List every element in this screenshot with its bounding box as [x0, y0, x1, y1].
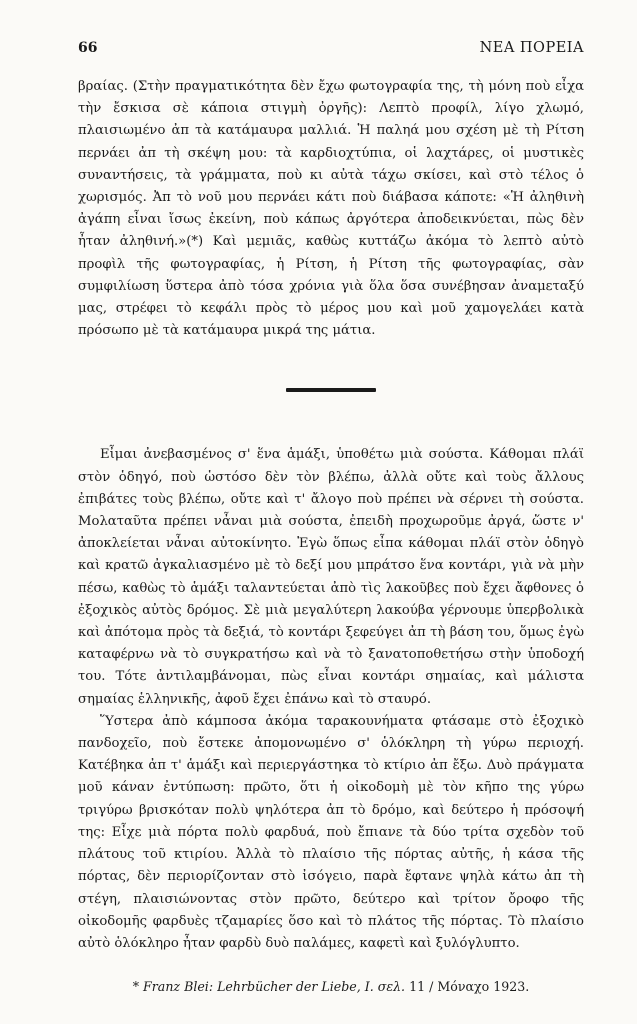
footnote-reference: 11 / Μόναχο 1923. — [409, 979, 530, 995]
paragraph-3: Ὕστερα ἀπὸ κάμποσα ἀκόμα ταρακουνήματα φτάσαμε στὸ ἐξοχικὸ πανδοχεῖο, ποὺ ἔστεκε ἀπομονωμένο σ' ὁλόκληρη τὴ γύρω περιοχή. Κατέβηκα ἀπ τ' ἁμάξι καὶ περιεργάστηκα τὸ κτίριο ἀπ ἔξω. Δυὸ πράγματα μοῦ κάναν ἐντύπωση: πρῶτο, ὅτι ἡ οἰκοδομὴ μὲ τὸν κῆπο της γύρω τριγύρω βρισκόταν πολὺ ψηλότερα ἀπ τὸ δρόμο, καὶ δεύτερο ἡ πρόσοψή της: Εἶχε μιὰ πόρτα πολὺ φαρδυά, ποὺ ἔπιανε τὰ δύο τρίτα σχεδὸν τοῦ πλάτους τοῦ κτιρίου. Ἀλλὰ τὸ πλαίσιο τῆς πόρτας αὐτῆς, ἡ κάσα τῆς πόρτας, δὲν περιορίζονταν στὸ ἰσόγειο, παρὰ ἔφτανε ψηλὰ κάτω ἀπ τὴ στέγη, πλαισιώνοντας στὸν πρῶτο, δεύτερο καὶ τρίτον ὄροφο τῆς οἰκοδομῆς φαρδυὲς τζαμαρίες ὅσο καὶ τὸ πλάτος τῆς πόρτας. Τὸ πλαίσιο αὐτὸ ὁλόκληρο ἦταν φαρδὺ δυὸ παλάμες, καφετὶ καὶ ξυλόγλυπτο. — [78, 713, 584, 951]
footnote-citation: Franz Blei: Lehrbücher der Liebe, I. σελ. — [143, 979, 406, 995]
running-title: ΝΕΑ ΠΟΡΕΙΑ — [479, 40, 584, 56]
page — [78, 40, 584, 994]
footnote-marker: * — [132, 979, 140, 995]
paragraph-1: βραίας. (Στὴν πραγματικότητα δὲν ἔχω φωτογραφία της, τὴ μόνη ποὺ εἶχα τὴν ἔσκισα σὲ κάποια στιγμὴ ὀργῆς): Λεπτὸ προφίλ, λίγο χλωμό, πλαισιωμένο ἀπ τὰ κατάμαυρα μαλλιά. Ἡ παληά μου σχέση μὲ τὴ Ρίτση περνάει ἀπ τὴ σκέψη μου: τὰ καρδιοχτύπια, οἱ λαχτάρες, οἱ μυστικὲς συναντήσεις, τὰ γράμματα, ποὺ κι αὐτὰ τάχω σκίσει, καὶ στὸ τέλος ὁ χωρισμός. Ἀπ τὸ νοῦ μου περνάει κάτι ποὺ διάβασα κάποτε: «Ἡ ἀληθινὴ ἀγάπη εἶναι ἴσως ἐκείνη, ποὺ κάπως ἀργότερα ἀποδεικνύεται, πὼς δὲν ἦταν ἀληθινή.»(*) Καὶ μεμιᾶς, καθὼς κυττάζω ἀκόμα τὸ λεπτὸ αὐτὸ προφὶλ τῆς φωτογραφίας, ἡ Ρίτση, ἡ Ρίτση τῆς φωτογραφίας, σὰν συμφιλίωση ὕστερα ἀπὸ τόσα χρόνια γιὰ ὅλα ὅσα συνέβησαν ἀναμεταξύ μας, στρέφει τὸ κεφάλι πρὸς τὸ μέρος μου καὶ μοῦ χαμογελάει κατὰ πρόσωπο μὲ τὰ κατάμαυρα μικρά της μάτια. — [78, 79, 584, 339]
paragraph-2: Εἶμαι ἀνεβασμένος σ' ἕνα ἁμάξι, ὑποθέτω μιὰ σούστα. Κάθομαι πλάϊ στὸν ὁδηγό, ποὺ ὡστόσο δὲν τὸν βλέπω, ἀλλὰ οὔτε καὶ τοὺς ἄλλους ἐπιβάτες τοὺς βλέπω, οὔτε καὶ τ' ἄλογο ποὺ πρέπει νὰ σέρνει τὴ σούστα. Μολαταῦτα πρέπει νἆναι μιὰ σούστα, ἐπειδὴ προχωροῦμε ἀργά, ὥστε ν' ἀποκλείεται νἆναι αὐτοκίνητο. Ἐγὼ ὅπως εἶπα κάθομαι πλάϊ στὸν ὁδηγὸ καὶ κρατῶ ἀγκαλιασμένο μὲ τὸ δεξί μου μπράτσο ἕνα κοντάρι, γιὰ νὰ μὴν πέσω, καθὼς τὸ ἁμάξι ταλαντεύεται ἀπὸ τὶς λακοῦβες ποὺ ἔχει ἄφθονες ὁ ἐξοχικὸς αὐτὸς δρόμος. Σὲ μιὰ μεγαλύτερη λακούβα γέρνουμε ὑπερβολικὰ καὶ ἀπότομα πρὸς τὰ δεξιά, τὸ κοντάρι ξεφεύγει ἀπ τὴ βάση του, ὅμως ἐγὼ καταφέρνω νὰ τὸ συγκρατήσω καὶ νὰ τὸ ξανατοποθετήσω στὴν ὑποδοχή του. Τότε ἀντιλαμβάνομαι, πὼς εἶναι κοντάρι σημαίας, καὶ μάλιστα σημαίας ἑλληνικῆς, ἀφοῦ ἔχει ἐπάνω καὶ τὸ σταυρό. — [78, 447, 584, 707]
footnote — [78, 979, 584, 994]
running-head — [78, 40, 584, 56]
section-divider — [286, 388, 376, 392]
page-number: 66 — [78, 40, 98, 56]
